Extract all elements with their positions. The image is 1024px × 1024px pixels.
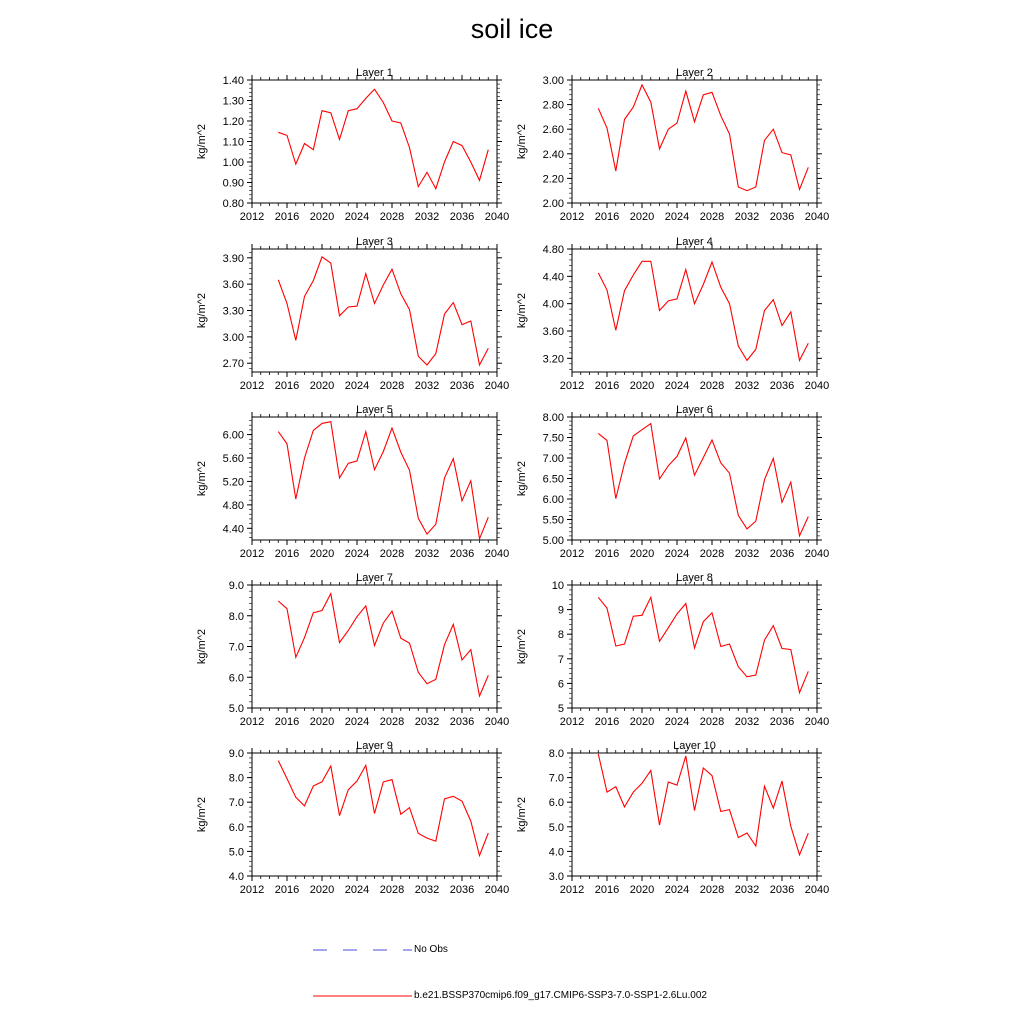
x-tick-label: 2012 (559, 884, 585, 896)
x-tick-label: 2016 (594, 380, 620, 392)
x-tick-label: 2012 (239, 380, 265, 392)
x-tick-label: 2024 (344, 716, 370, 728)
x-tick-label: 2032 (414, 211, 440, 223)
x-tick-label: 2028 (699, 211, 725, 223)
x-tick-label: 2012 (559, 548, 585, 560)
y-tick-label: 8.0 (228, 772, 244, 785)
x-tick-label: 2036 (449, 716, 475, 728)
y-tick-label: 1.00 (222, 157, 244, 169)
panel-layer-3 (196, 236, 509, 392)
y-tick-label: 9.0 (228, 580, 244, 592)
y-tick-label: 2.00 (542, 198, 564, 210)
y-tick-label: 7.00 (542, 453, 564, 465)
x-tick-label: 2024 (344, 380, 370, 392)
y-tick-label: 6.00 (542, 494, 564, 506)
y-tick-label: 1.10 (222, 136, 244, 149)
x-tick-label: 2028 (699, 884, 725, 896)
panel-layer-7 (196, 572, 509, 728)
x-tick-label: 2032 (734, 884, 760, 896)
x-tick-label: 2024 (664, 211, 690, 223)
y-tick-label: 1.40 (222, 75, 244, 87)
x-tick-label: 2040 (804, 211, 830, 223)
y-tick-label: 7.0 (228, 797, 244, 810)
panel-title: Layer 10 (673, 740, 716, 752)
y-tick-label: 10 (551, 580, 564, 592)
x-tick-label: 2040 (484, 716, 510, 728)
x-tick-label: 2040 (804, 380, 830, 392)
x-tick-label: 2036 (449, 211, 475, 223)
x-tick-label: 2024 (344, 548, 370, 560)
x-tick-label: 2024 (664, 548, 690, 560)
x-tick-label: 2016 (594, 211, 620, 223)
panel-title: Layer 9 (356, 740, 393, 752)
y-tick-label: 3.60 (542, 326, 564, 338)
y-tick-label: 0.80 (222, 198, 244, 210)
series-line (598, 261, 808, 360)
panel-layer-8 (516, 572, 829, 728)
y-axis-label: kg/m^2 (196, 796, 208, 833)
y-tick-label: 4.40 (542, 271, 564, 284)
x-tick-label: 2032 (414, 380, 440, 392)
x-tick-label: 2016 (594, 716, 620, 728)
y-tick-label: 3.90 (222, 252, 244, 265)
x-tick-label: 2040 (484, 211, 510, 223)
x-tick-label: 2028 (379, 884, 405, 896)
panel-title: Layer 3 (356, 236, 393, 248)
y-axis-label: kg/m^2 (516, 796, 528, 833)
panel-layer-5 (196, 404, 509, 560)
y-tick-label: 4.0 (228, 871, 244, 883)
x-tick-label: 2012 (239, 211, 265, 223)
y-tick-label: 3.0 (548, 871, 564, 883)
y-tick-label: 3.30 (222, 305, 244, 318)
x-tick-label: 2016 (274, 380, 300, 392)
plot-frame (572, 417, 817, 540)
y-tick-label: 5.0 (228, 846, 244, 859)
legend-label-model-run: b.e21.BSSP370cmip6.f09_g17.CMIP6-SSP3-7.0-SSP1-2.6Lu.002 (414, 990, 707, 1001)
x-tick-label: 2016 (594, 884, 620, 896)
x-tick-label: 2028 (699, 716, 725, 728)
legend (313, 950, 412, 996)
y-tick-label: 2.70 (222, 358, 244, 371)
y-tick-label: 3.20 (542, 353, 564, 366)
y-tick-label: 7.0 (228, 641, 244, 654)
x-tick-label: 2024 (664, 380, 690, 392)
x-tick-label: 2028 (379, 211, 405, 223)
x-tick-label: 2036 (769, 716, 795, 728)
x-tick-label: 2020 (309, 884, 335, 896)
y-tick-label: 4.80 (542, 244, 564, 256)
y-tick-label: 2.60 (542, 124, 564, 137)
y-axis-label: kg/m^2 (516, 292, 528, 329)
y-tick-label: 6.0 (228, 672, 244, 685)
plot-frame (572, 80, 817, 203)
y-tick-label: 5.60 (222, 453, 244, 465)
panel-title: Layer 4 (676, 236, 713, 248)
series-line (598, 424, 808, 536)
y-tick-label: 6.0 (228, 821, 244, 834)
x-tick-label: 2028 (699, 548, 725, 560)
x-tick-label: 2036 (769, 884, 795, 896)
y-tick-label: 3.60 (222, 279, 244, 292)
y-tick-label: 2.40 (542, 148, 564, 161)
y-tick-label: 4.00 (542, 298, 564, 311)
y-tick-label: 0.90 (222, 177, 244, 190)
x-tick-label: 2020 (629, 716, 655, 728)
x-tick-label: 2032 (414, 884, 440, 896)
y-tick-label: 9.0 (228, 748, 244, 760)
y-tick-label: 1.20 (222, 116, 244, 128)
x-tick-label: 2020 (309, 716, 335, 728)
y-tick-label: 6 (557, 678, 564, 691)
y-tick-label: 3.00 (542, 75, 564, 87)
x-tick-label: 2012 (559, 211, 585, 223)
x-tick-label: 2020 (309, 380, 335, 392)
y-axis-label: kg/m^2 (196, 292, 208, 329)
y-axis-label: kg/m^2 (516, 460, 528, 497)
series-line (598, 85, 808, 191)
y-tick-label: 6.50 (542, 473, 564, 486)
panel-title: Layer 8 (676, 572, 713, 584)
x-tick-label: 2032 (734, 716, 760, 728)
panel-title: Layer 1 (356, 67, 393, 79)
x-tick-label: 2012 (559, 716, 585, 728)
x-tick-label: 2028 (379, 716, 405, 728)
series-line (598, 754, 808, 855)
x-tick-label: 2040 (484, 884, 510, 896)
panel-title: Layer 6 (676, 404, 713, 416)
x-tick-label: 2016 (594, 548, 620, 560)
x-tick-label: 2036 (449, 380, 475, 392)
y-axis-label: kg/m^2 (196, 628, 208, 665)
x-tick-label: 2024 (344, 211, 370, 223)
y-tick-label: 1.30 (222, 95, 244, 108)
y-tick-label: 5 (557, 703, 564, 715)
plot-frame (252, 753, 497, 876)
y-tick-label: 5.0 (228, 703, 244, 715)
x-tick-label: 2028 (699, 380, 725, 392)
x-tick-label: 2016 (274, 884, 300, 896)
x-tick-label: 2020 (309, 211, 335, 223)
plot-frame (572, 753, 817, 876)
y-tick-label: 7.50 (542, 432, 564, 445)
x-tick-label: 2036 (769, 380, 795, 392)
panel-layer-10 (516, 740, 829, 896)
x-tick-label: 2020 (629, 380, 655, 392)
x-tick-label: 2024 (664, 716, 690, 728)
x-tick-label: 2028 (379, 380, 405, 392)
series-line (278, 594, 488, 696)
x-tick-label: 2016 (274, 548, 300, 560)
x-tick-label: 2040 (804, 716, 830, 728)
panel-layer-4 (516, 236, 829, 392)
y-tick-label: 7.0 (548, 772, 564, 785)
x-tick-label: 2040 (804, 548, 830, 560)
y-tick-label: 8.0 (548, 748, 564, 760)
x-tick-label: 2028 (379, 548, 405, 560)
x-tick-label: 2012 (239, 548, 265, 560)
series-line (278, 257, 488, 365)
y-axis-label: kg/m^2 (196, 123, 208, 160)
y-tick-label: 2.80 (542, 99, 564, 112)
y-tick-label: 5.0 (548, 821, 564, 834)
y-tick-label: 4.0 (548, 846, 564, 859)
y-tick-label: 5.50 (542, 514, 564, 527)
x-tick-label: 2032 (734, 548, 760, 560)
y-tick-label: 9 (557, 604, 564, 617)
x-tick-label: 2016 (274, 211, 300, 223)
y-axis-label: kg/m^2 (516, 123, 528, 160)
y-tick-label: 6.00 (222, 429, 244, 442)
x-tick-label: 2024 (664, 884, 690, 896)
y-tick-label: 5.00 (542, 535, 564, 547)
x-tick-label: 2032 (734, 380, 760, 392)
panel-layer-6 (516, 404, 829, 560)
x-tick-label: 2020 (629, 548, 655, 560)
x-tick-label: 2036 (449, 884, 475, 896)
panel-title: Layer 2 (676, 67, 713, 79)
y-tick-label: 4.80 (222, 499, 244, 512)
y-tick-label: 8.0 (228, 610, 244, 623)
x-tick-label: 2024 (344, 884, 370, 896)
x-tick-label: 2040 (484, 548, 510, 560)
y-tick-label: 7 (557, 653, 564, 666)
y-axis-label: kg/m^2 (196, 460, 208, 497)
panel-title: Layer 7 (356, 572, 393, 584)
x-tick-label: 2036 (769, 211, 795, 223)
series-line (278, 422, 488, 539)
panel-layer-9 (196, 740, 509, 896)
y-tick-label: 6.0 (548, 797, 564, 810)
legend-label-no-obs: No Obs (414, 944, 448, 955)
x-tick-label: 2020 (629, 884, 655, 896)
series-line (598, 597, 808, 692)
x-tick-label: 2016 (274, 716, 300, 728)
page-title: soil ice (470, 14, 554, 44)
panel-layer-1 (196, 67, 509, 223)
plot-frame (252, 417, 497, 540)
y-tick-label: 3.00 (222, 331, 244, 344)
panel-title: Layer 5 (356, 404, 393, 416)
y-tick-label: 4.40 (222, 523, 244, 536)
x-tick-label: 2040 (484, 380, 510, 392)
x-tick-label: 2020 (629, 211, 655, 223)
y-tick-label: 8.00 (542, 412, 564, 424)
x-tick-label: 2012 (559, 380, 585, 392)
x-tick-label: 2012 (239, 716, 265, 728)
x-tick-label: 2032 (414, 716, 440, 728)
panel-layer-2 (516, 67, 829, 223)
x-tick-label: 2032 (734, 211, 760, 223)
series-line (278, 89, 488, 189)
x-tick-label: 2012 (239, 884, 265, 896)
x-tick-label: 2020 (309, 548, 335, 560)
y-tick-label: 5.20 (222, 476, 244, 489)
y-tick-label: 8 (557, 629, 564, 642)
x-tick-label: 2032 (414, 548, 440, 560)
x-tick-label: 2036 (769, 548, 795, 560)
y-tick-label: 2.20 (542, 173, 564, 186)
series-line (278, 761, 488, 856)
y-axis-label: kg/m^2 (516, 628, 528, 665)
x-tick-label: 2040 (804, 884, 830, 896)
x-tick-label: 2036 (449, 548, 475, 560)
plot-frame (572, 249, 817, 372)
